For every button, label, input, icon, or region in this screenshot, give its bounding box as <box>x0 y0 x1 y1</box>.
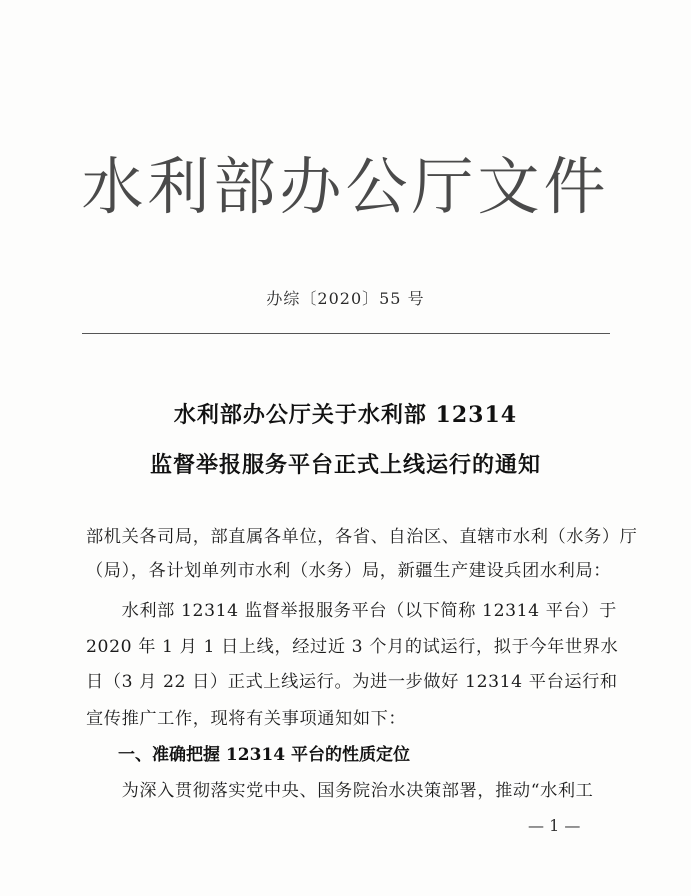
title-line-2: 监督举报服务平台正式上线运行的通知 <box>149 452 541 478</box>
title-line-1: 水利部办公厅关于水利部 12314 <box>173 402 518 428</box>
body-line: 为深入贯彻落实党中央、国务院治水决策部署，推动“水利工 <box>86 781 594 801</box>
body-line: 宣传推广工作，现将有关事项通知如下： <box>86 709 407 729</box>
body-line: （局），各计划单列市水利（水务）局，新疆生产建设兵团水利局： <box>86 561 612 581</box>
page-number: — 1 — <box>528 816 581 835</box>
body-line: 2020 年 1 月 1 日上线，经过近 3 个月的试运行，拟于今年世界水 <box>86 637 619 657</box>
body-line: 日（3 月 22 日）正式上线运行。为进一步做好 12314 平台运行和 <box>86 672 618 692</box>
issuer-header: 水利部办公厅文件 <box>81 150 610 223</box>
header-divider <box>82 333 610 334</box>
document-number: 办综〔2020〕55 号 <box>266 289 425 308</box>
body-line: 部机关各司局，部直属各单位，各省、自治区、直辖市水利（水务）厅 <box>86 527 638 547</box>
body-line: 水利部 12314 监督举报服务平台（以下简称 12314 平台）于 <box>86 601 617 621</box>
section-heading: 一、准确把握 12314 平台的性质定位 <box>118 745 410 765</box>
